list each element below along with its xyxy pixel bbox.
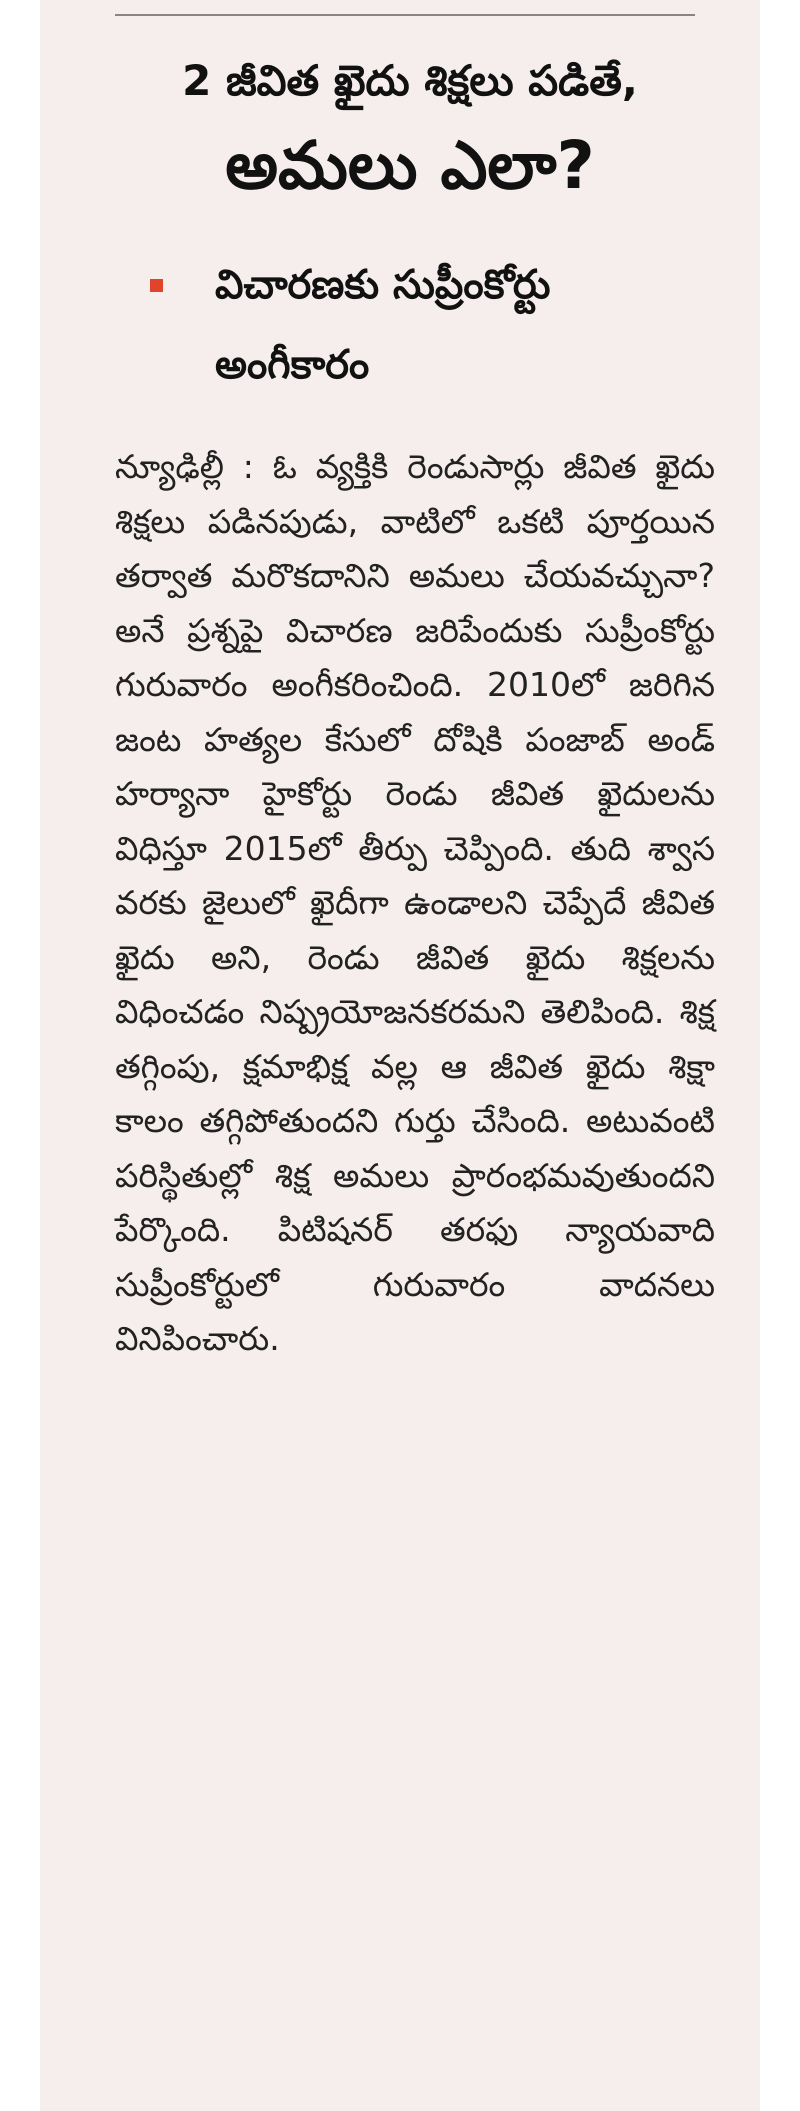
article-headline (80, 48, 740, 212)
headline-line-1: 2 జీవిత ఖైదు శిక్షలు పడితే, (182, 56, 638, 105)
top-rule-divider (115, 14, 695, 16)
article-body: న్యూఢిల్లీ : ఓ వ్యక్తికి రెండుసార్లు జీవిత ఖైదు శిక్షలు పడినపుడు, వాటిలో ఒకటి పూర్తయిన తర్వాత మరొకదానిని అమలు చేయవచ్చునా? అనే ప్రశ్నపై విచారణ జరిపేందుకు సుప్రీంకోర్టు గురువారం అంగీకరించింది. 2010లో జరిగిన జంట హత్యల కేసులో దోషికి పంజాబ్ అండ్ హర్యానా హైకోర్టు రెండు జీవిత ఖైదులను విధిస్తూ 2015లో తీర్పు చెప్పింది. తుది శ్వాస వరకు జైలులో ఖైదీగా ఉండాలని చెప్పేదే జీవిత ఖైదు అని, రెండు జీవిత ఖైదు శిక్షలను విధించడం నిష్ప్రయోజనకరమని తెలిపింది. శిక్ష తగ్గింపు, క్షమాభిక్ష వల్ల ఆ జీవిత ఖైదు శిక్షా కాలం తగ్గిపోతుందని గుర్తు చేసింది. అటువంటి పరిస్థితుల్లో శిక్ష అమలు ప్రారంభమవుతుందని పేర్కొంది. పిటిషనర్ తరఫు న్యాయవాది సుప్రీంకోర్టులో గురువారం వాదనలు వినిపించారు. (115, 447, 715, 1358)
headline-line-2: అమలు ఎలా? (225, 127, 595, 204)
bullet-square-icon (150, 279, 163, 292)
subheading-text: విచారణకు సుప్రీంకోర్టు అంగీకారం (215, 262, 551, 388)
article-column (40, 0, 760, 2111)
